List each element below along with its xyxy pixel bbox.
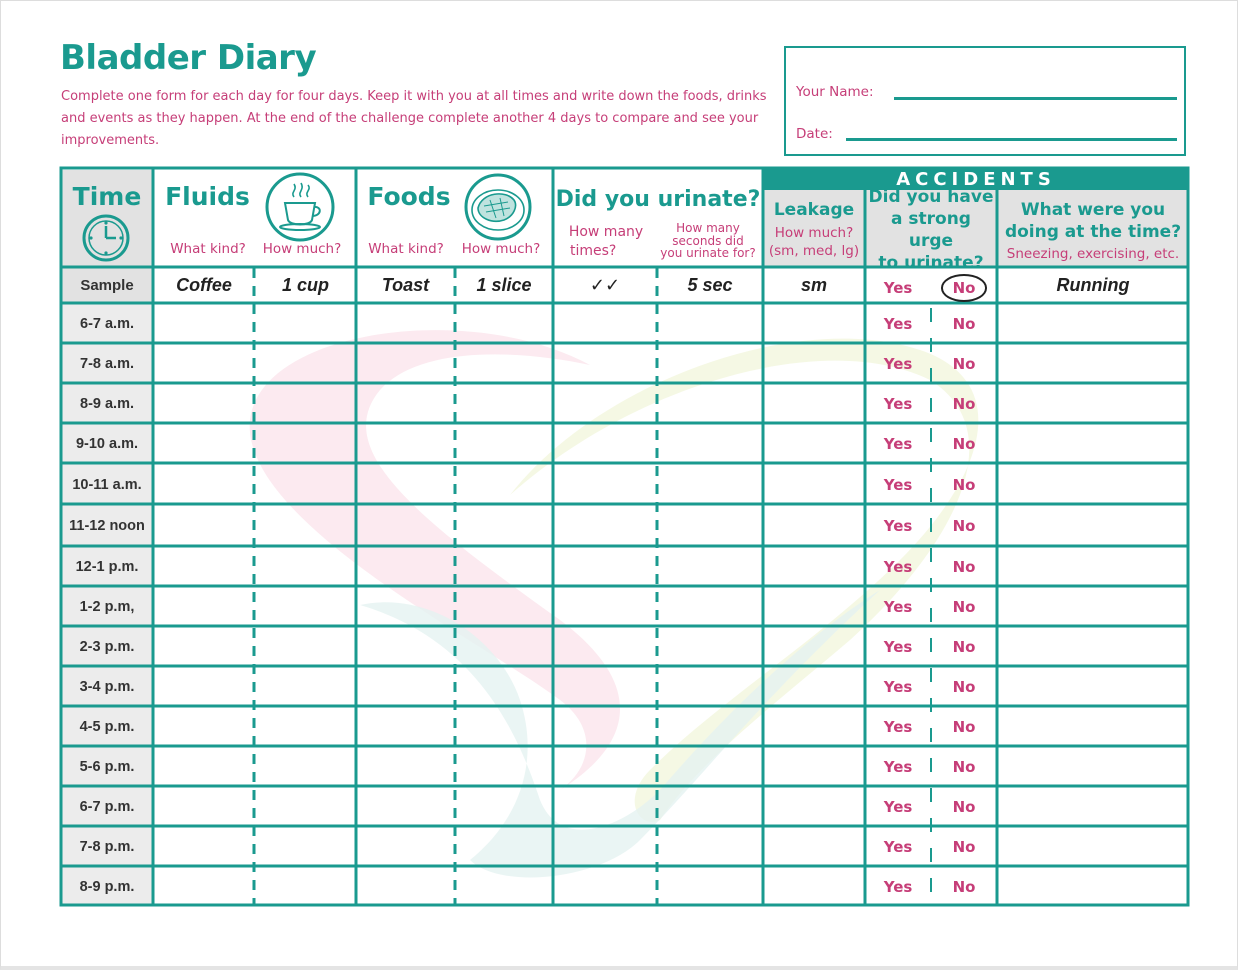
row-time-label: 7-8 p.m.	[79, 839, 135, 855]
urinate-seconds-cell[interactable]	[658, 345, 762, 383]
activity-cell[interactable]	[998, 668, 1188, 706]
fluids-kind-header: What kind?	[170, 241, 246, 257]
leakage-cell[interactable]	[764, 708, 864, 746]
row-time-label: 3-4 p.m.	[79, 679, 135, 695]
urge-yes-option[interactable]: Yes	[883, 678, 913, 696]
activity-line: What were you	[1020, 199, 1166, 220]
leakage-cell[interactable]	[764, 506, 864, 546]
urinate-seconds-cell[interactable]	[658, 425, 762, 463]
urinate-seconds-cell[interactable]	[658, 628, 762, 666]
urge-no-option[interactable]: No	[952, 475, 976, 494]
food-kind-cell[interactable]	[357, 868, 454, 905]
food-kind-cell[interactable]	[357, 588, 454, 626]
activity-cell[interactable]	[998, 305, 1188, 343]
sample-activity: Running	[1056, 275, 1130, 295]
activity-cell[interactable]	[998, 425, 1188, 463]
urge-yes-option[interactable]: Yes	[883, 798, 913, 816]
food-kind-cell[interactable]	[357, 465, 454, 504]
sample-food-kind: Toast	[381, 275, 430, 295]
sample-fluid-kind: Coffee	[176, 275, 232, 295]
fluid-amount-cell[interactable]	[256, 828, 355, 866]
leakage-cell[interactable]	[764, 748, 864, 786]
sample-yes-option[interactable]: Yes	[883, 278, 913, 297]
activity-header	[998, 194, 1188, 266]
time-header: Time	[72, 181, 142, 211]
urge-yes-option[interactable]: Yes	[883, 395, 913, 413]
urinate-times-cell[interactable]	[554, 708, 656, 746]
food-kind-cell[interactable]	[357, 425, 454, 463]
activity-cell[interactable]	[998, 465, 1188, 504]
urinate-times-cell[interactable]	[554, 425, 656, 463]
date-label: Date:	[796, 126, 833, 142]
food-kind-cell[interactable]	[357, 385, 454, 423]
fluid-kind-cell[interactable]	[155, 748, 253, 786]
urinate-times-cell[interactable]	[554, 305, 656, 343]
urge-no-option[interactable]: No	[952, 877, 976, 896]
instructions-line: Complete one form for each day for four days. Keep it with you at all times and write down the foods, drinks	[61, 89, 767, 104]
urge-yes-option[interactable]: Yes	[883, 877, 913, 896]
urinate-times-cell[interactable]	[554, 385, 656, 423]
activity-cell[interactable]	[998, 828, 1188, 866]
leakage-cell[interactable]	[764, 588, 864, 626]
food-amount-cell[interactable]	[456, 548, 552, 586]
fluid-kind-cell[interactable]	[155, 345, 253, 383]
food-kind-cell[interactable]	[357, 506, 454, 546]
fluid-kind-cell[interactable]	[155, 588, 253, 626]
leakage-cell[interactable]	[764, 628, 864, 666]
urinate-seconds-line: you urinate for?	[660, 246, 756, 261]
leakage-cell[interactable]	[764, 425, 864, 463]
fluid-kind-cell[interactable]	[155, 425, 253, 463]
food-amount-cell[interactable]	[456, 668, 552, 706]
urge-yes-option[interactable]: Yes	[883, 355, 913, 373]
activity-cell[interactable]	[998, 748, 1188, 786]
leakage-cell[interactable]	[764, 385, 864, 423]
activity-cell[interactable]	[998, 385, 1188, 423]
urinate-seconds-cell[interactable]	[658, 305, 762, 343]
sample-fluid-amount: 1 cup	[281, 275, 329, 295]
food-amount-cell[interactable]	[456, 385, 552, 423]
activity-cell[interactable]	[998, 345, 1188, 383]
urinate-seconds-cell[interactable]	[658, 668, 762, 706]
urinate-times-cell[interactable]	[554, 628, 656, 666]
leakage-cell[interactable]	[764, 828, 864, 866]
urinate-times-cell[interactable]	[554, 588, 656, 626]
leakage-cell[interactable]	[764, 465, 864, 504]
food-amount-cell[interactable]	[456, 588, 552, 626]
fluid-kind-cell[interactable]	[155, 465, 253, 504]
row-time-label: 5-6 p.m.	[79, 759, 135, 775]
food-kind-cell[interactable]	[357, 748, 454, 786]
activity-cell[interactable]	[998, 548, 1188, 586]
row-time-label: 1-2 p.m,	[79, 599, 135, 615]
fluid-amount-cell[interactable]	[256, 506, 355, 546]
food-amount-cell[interactable]	[456, 788, 552, 826]
food-kind-cell[interactable]	[357, 788, 454, 826]
urinate-times-cell[interactable]	[554, 465, 656, 504]
row-time-label: 7-8 a.m.	[80, 356, 134, 372]
urge-header	[866, 187, 996, 273]
food-kind-cell[interactable]	[357, 828, 454, 866]
leakage-cell[interactable]	[764, 548, 864, 586]
fluid-amount-cell[interactable]	[256, 548, 355, 586]
food-amount-cell[interactable]	[456, 628, 552, 666]
fluid-amount-cell[interactable]	[256, 868, 355, 905]
urge-yes-option[interactable]: Yes	[883, 758, 913, 776]
urge-no-option[interactable]: No	[952, 315, 976, 333]
row-time-label: 8-9 a.m.	[80, 396, 134, 412]
activity-cell[interactable]	[998, 868, 1188, 905]
food-amount-cell[interactable]	[456, 465, 552, 504]
fluid-kind-cell[interactable]	[155, 708, 253, 746]
sample-label: Sample	[80, 277, 134, 294]
urge-yes-option[interactable]: Yes	[883, 315, 913, 333]
activity-cell[interactable]	[998, 588, 1188, 626]
sample-food-amount: 1 slice	[476, 275, 532, 295]
food-amount-cell[interactable]	[456, 425, 552, 463]
leakage-cell[interactable]	[764, 345, 864, 383]
urinate-times-cell[interactable]	[554, 668, 656, 706]
food-amount-cell[interactable]	[456, 506, 552, 546]
urinate-seconds-cell[interactable]	[658, 828, 762, 866]
urinate-times-cell[interactable]	[554, 748, 656, 786]
fluid-amount-cell[interactable]	[256, 425, 355, 463]
urge-yes-option[interactable]: Yes	[883, 475, 913, 494]
fluid-kind-cell[interactable]	[155, 868, 253, 905]
urinate-times-cell[interactable]	[554, 548, 656, 586]
fluid-kind-cell[interactable]	[155, 628, 253, 666]
row-time-label: 8-9 p.m.	[79, 878, 135, 895]
food-amount-cell[interactable]	[456, 345, 552, 383]
urinate-times-line: How many	[568, 224, 644, 240]
food-kind-cell[interactable]	[357, 548, 454, 586]
row-time-label: 10-11 a.m.	[72, 476, 142, 493]
urge-yes-option[interactable]: Yes	[883, 517, 913, 535]
fluid-kind-cell[interactable]	[155, 788, 253, 826]
fluid-amount-cell[interactable]	[256, 465, 355, 504]
activity-cell[interactable]	[998, 708, 1188, 746]
urinate-seconds-cell[interactable]	[658, 868, 762, 905]
foods-amount-header: How much?	[461, 241, 541, 257]
urinate-seconds-cell[interactable]	[658, 748, 762, 786]
urinate-header: Did you urinate?	[555, 186, 761, 212]
urge-line: a strong urge	[891, 209, 971, 251]
fluid-kind-cell[interactable]	[155, 668, 253, 706]
urinate-seconds-cell[interactable]	[658, 548, 762, 586]
row-time-label: 12-1 p.m.	[75, 559, 139, 575]
urinate-seconds-cell[interactable]	[658, 465, 762, 504]
fluid-amount-cell[interactable]	[256, 345, 355, 383]
urinate-times-cell[interactable]	[554, 345, 656, 383]
urinate-seconds-cell[interactable]	[658, 506, 762, 546]
foods-kind-header: What kind?	[368, 241, 444, 257]
accidents-header: ACCIDENTS	[896, 168, 1056, 190]
sample-no-label: No	[941, 274, 988, 302]
urge-no-option[interactable]: No	[952, 395, 976, 413]
leakage-cell[interactable]	[764, 305, 864, 343]
fluids-amount-header: How much?	[262, 241, 342, 257]
food-amount-cell[interactable]	[456, 828, 552, 866]
urge-yes-option[interactable]: Yes	[883, 598, 913, 616]
leakage-cell[interactable]	[764, 668, 864, 706]
food-amount-cell[interactable]	[456, 708, 552, 746]
urinate-times-cell[interactable]	[554, 828, 656, 866]
food-amount-cell[interactable]	[456, 748, 552, 786]
urinate-seconds-header	[655, 220, 761, 262]
row-time-label: 6-7 p.m.	[79, 799, 135, 815]
plate-food-icon	[466, 175, 530, 239]
sample-urinate-times: ✓✓	[589, 275, 621, 296]
urge-no-option[interactable]: No	[952, 678, 976, 696]
name-label: Your Name:	[796, 84, 874, 100]
urinate-seconds-cell[interactable]	[658, 708, 762, 746]
row-time-label: 9-10 a.m.	[75, 436, 139, 452]
urinate-seconds-cell[interactable]	[658, 385, 762, 423]
fluid-kind-cell[interactable]	[155, 828, 253, 866]
fluid-amount-cell[interactable]	[256, 305, 355, 343]
urinate-seconds-cell[interactable]	[658, 588, 762, 626]
urge-yes-option[interactable]: Yes	[883, 718, 913, 736]
urge-no-option[interactable]: No	[952, 435, 976, 453]
instructions-line: improvements.	[61, 133, 160, 148]
row-time-label: 6-7 a.m.	[80, 316, 134, 332]
foods-header: Foods	[367, 181, 451, 211]
urge-line: Did you have	[868, 187, 994, 207]
urge-no-option[interactable]: No	[952, 558, 976, 576]
activity-line: doing at the time?	[1004, 221, 1182, 242]
leakage-sub: (sm, med, lg)	[768, 243, 860, 259]
urinate-times-line: times?	[570, 243, 617, 259]
coffee-cup-icon	[267, 174, 333, 240]
urinate-times-header	[558, 222, 654, 262]
fluid-kind-cell[interactable]	[155, 506, 253, 546]
urge-yes-option[interactable]: Yes	[883, 435, 913, 453]
urinate-times-cell[interactable]	[554, 506, 656, 546]
activity-cell[interactable]	[998, 628, 1188, 666]
activity-cell[interactable]	[998, 788, 1188, 826]
fluid-amount-cell[interactable]	[256, 588, 355, 626]
food-kind-cell[interactable]	[357, 345, 454, 383]
urge-no-option[interactable]: No	[952, 598, 976, 616]
urge-no-option[interactable]: No	[952, 638, 976, 656]
food-amount-cell[interactable]	[456, 868, 552, 905]
row-time-label: 2-3 p.m.	[79, 639, 135, 655]
fluid-kind-cell[interactable]	[155, 548, 253, 586]
fluid-kind-cell[interactable]	[155, 385, 253, 423]
leakage-cell[interactable]	[764, 788, 864, 826]
urge-no-option[interactable]: No	[952, 758, 976, 776]
urge-yes-option[interactable]: Yes	[883, 558, 913, 576]
leakage-header	[764, 194, 864, 264]
fluid-amount-cell[interactable]	[256, 385, 355, 423]
leakage-cell[interactable]	[764, 868, 864, 905]
row-time-label: 11-12 noon	[69, 518, 145, 534]
urge-yes-option[interactable]: Yes	[883, 638, 913, 656]
urge-no-option[interactable]: No	[952, 355, 976, 373]
row-time-label: 4-5 p.m.	[79, 719, 135, 735]
urge-no-option[interactable]: No	[952, 838, 976, 856]
urge-no-option[interactable]: No	[952, 798, 976, 816]
page-title: Bladder Diary	[60, 38, 317, 78]
leakage-sub: How much?	[774, 225, 854, 241]
food-kind-cell[interactable]	[357, 708, 454, 746]
fluid-kind-cell[interactable]	[155, 305, 253, 343]
sample-no-option[interactable]	[932, 270, 996, 305]
urge-line: to urinate?	[878, 253, 984, 273]
food-kind-cell[interactable]	[357, 305, 454, 343]
urinate-seconds-cell[interactable]	[658, 788, 762, 826]
fluid-amount-cell[interactable]	[256, 708, 355, 746]
urinate-times-cell[interactable]	[554, 788, 656, 826]
food-amount-cell[interactable]	[456, 305, 552, 343]
urge-yes-option[interactable]: Yes	[883, 838, 913, 856]
sample-leakage: sm	[800, 275, 827, 295]
urinate-seconds-line: seconds did	[672, 233, 744, 248]
urge-no-option[interactable]: No	[952, 718, 976, 736]
fluid-amount-cell[interactable]	[256, 748, 355, 786]
activity-sub: Sneezing, exercising, etc.	[1006, 245, 1180, 262]
urinate-seconds-line: How many	[676, 221, 740, 236]
sample-urinate-seconds: 5 sec	[687, 275, 733, 295]
fluid-amount-cell[interactable]	[256, 668, 355, 706]
urinate-times-cell[interactable]	[554, 868, 656, 905]
fluid-amount-cell[interactable]	[256, 788, 355, 826]
food-kind-cell[interactable]	[357, 628, 454, 666]
urge-no-option[interactable]: No	[952, 517, 976, 535]
leakage-title: Leakage	[773, 200, 855, 220]
clock-icon	[84, 216, 128, 260]
fluid-amount-cell[interactable]	[256, 628, 355, 666]
fluids-header: Fluids	[165, 181, 250, 211]
activity-cell[interactable]	[998, 506, 1188, 546]
food-kind-cell[interactable]	[357, 668, 454, 706]
instructions-line: and events as they happen. At the end of the challenge complete another 4 days to compare and see your	[61, 111, 759, 126]
